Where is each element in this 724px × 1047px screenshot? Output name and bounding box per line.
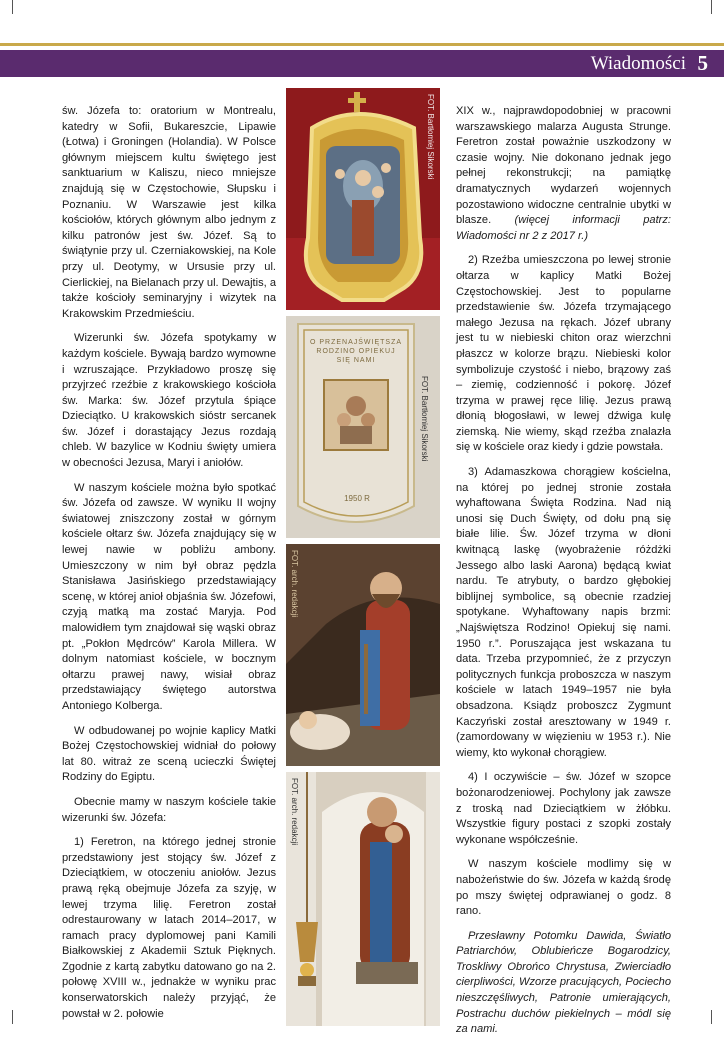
photo-credit: FOT. Bartłomiej Sikorski: [426, 94, 435, 180]
paragraph: W naszym kościele modlimy się w nabożeństwie do św. Józefa w każdą środę po mszy świętej odprawianej o godz. 8 rano.: [456, 858, 671, 918]
paragraph: 3) Adamaszkowa chorągiew kościelna, na której po jednej stronie została wyhaftowana Święta Rodzina. Nad nią unosi się Duch Święty, od dołu pną się białe lilie. Św. Józef trzyma w dłoni kwitnącą laskę (wyobrażenie różdżki Jessego albo laski Aarona) będącą kwiat nardu. Te atrybuty, o bardzo głębokiej biblijnej symbolice, są obecnie rzadziej spotykane. Wyhaftowany napis brzmi: „Najświętsza Rodzino! Opiekuj się nami. 1950 r.”. Poruszająca jest wskazana tu data. Trzeba przypomnieć, że z przyczyn politycznych funkcja proboszcza w naszym kościele w latach 1949–1957 nie była obsadzona. Ksiądz proboszcz Zygmunt Kaczyński został aresztowany w 1949 r. (zamordowany w więzieniu w 1953 r.). Nie wiemy, kto wykonał chorągiew.: [456, 466, 671, 759]
header-gold-rule: [0, 43, 724, 46]
reliquary-frame-photo: [286, 88, 440, 310]
photo-credit: FOT. arch. redakcji: [290, 550, 299, 618]
nativity-joseph-photo: [286, 544, 440, 766]
right-text-column: [456, 104, 671, 1047]
section-title: Wiadomości: [590, 53, 686, 74]
joseph-statue-photo: [286, 772, 440, 1026]
paragraph-text: XIX w., najprawdopodobniej w pracowni warszawskiego malarza Augusta Strunge. Feretron został poważnie uszkodzony w czasie wojny. Nie dokonano jednak jego pełnej rekonstrukcji; na pamiątkę dramatycznych wydarzeń wojennych pozostawiono widoczne centralnie ubytki w blasze.: [456, 105, 671, 227]
crop-mark-bottom-left: [12, 1010, 13, 1024]
banner-year: 1950 R: [344, 494, 370, 503]
photo-credit: FOT. arch. redakcji: [290, 778, 299, 846]
paragraph: 2) Rzeźba umieszczona po lewej stronie ołtarza w kaplicy Matki Bożej Częstochowskiej. Jest to popularne przedstawienie św. Józefa trzymającego małego Jezusa na rękach. Józef ubrany jest tu w niebieski chiton oraz wierzchni płaszcz w kolorze brązu. Niebieski kolor symbolizuje czystość i niebo, brązowy zaś – ziemię, codzienność i pokorę. Józef trzyma w prawej ręce lilię. Jezus prawą dłonią błogosławi, w lewej dźwiga kulę ziemską. Nie wiemy, skąd rzeźba znalazła się w kościele oraz kiedy i gdzie powstała.: [456, 254, 671, 454]
litany-paragraph: Przesławny Potomku Dawida, Światło Patriarchów, Oblubieńcze Bogarodzicy, Troskliwy Obrońco Chrystusa, Zwierciadło cierpliwości, Wzorze pracujących, Pociecho nieszczęśliwych, Patronie umierających, Postrachu duchów piekielnych – módl się za nami.: [456, 929, 671, 1036]
reference-note: (więcej informacji patrz: Wiadomości nr 2 z 2017 r.): [456, 214, 671, 242]
paragraph: W odbudowanej po wojnie kaplicy Matki Bożej Częstochowskiej widniał do połowy lat 80. witraż ze sceną ucieczki Świętej Rodziny do Egiptu.: [62, 724, 276, 784]
paragraph: W naszym kościele można było spotkać św. Józefa od zawsze. W wyniku II wojny światowej zniszczony został w górnym kościele ołtarz św. Józefa znajdujący się w lewej nawie w pobliżu ambony. Umieszczony w nim był obraz pędzla Stanisława Jasińskiego przedstawiający scenę, w której anioł objaśnia św. Józefowi, czyją matką ma zostać Maryja. Pod malowidłem tym znajdował się wąski obraz pt. „Pokłon Mędrców” Karola Millera. W dolnym natomiast kościele, w bocznym ołtarzu prawej nawy, wisiał obraz przedstawiający świętego autorstwa Antoniego Kolberga.: [62, 481, 276, 712]
crop-mark-bottom-right: [711, 1010, 712, 1024]
paragraph: 4) I oczywiście – św. Józef w szopce bożonarodzeniowej. Pochylony jak zawsze z troską nad Dzieciątkiem w żłóbku. Wszystkie figury postaci z szopki zostały wykonane współcześnie.: [456, 771, 671, 846]
crop-mark-top-left: [12, 0, 13, 14]
paragraph: św. Józefa to: oratorium w Montrealu, katedry w Sofii, Bukareszcie, Lipawie (Łotwa) i Groningen (Holandia). W Polsce głównym miejscem kultu świętego jest sanktuarium w Kaliszu, nieco mniejsze znajdują się w Częstochowie, Słupsku i Poznaniu. W Warszawie jest kilka kościołów, których głównym albo jednym z kilku patronów jest św. Józef. Są to świątynie przy ul. Czerniakowskiej, na Kole przy ul. Deotymy, w Ursusie przy ul. Cierlickiej, na Bielanach przy ul. Dewajtis, a także kościoły seminaryjny i wizytek na Krakowskim Przedmieściu.: [62, 105, 276, 320]
crop-mark-top-right: [711, 0, 712, 14]
header-bar: [0, 50, 724, 77]
paragraph: 1) Feretron, na którego jednej stronie przedstawiony jest stojący św. Józef z Dzieciątkiem, w otoczeniu aniołów. Jezus prawą ręką obejmuje Józefa za szyję, w lewej trzyma lilię. Feretron został odrestaurowany w latach 2014–2017, w ramach pracy dyplomowej pani Kamili Białkowskiej z Akademii Sztuk Pięknych. Zgodnie z kartą zabytku datowano go na 2. połowę XVIII w., jednakże w wyniku prac konserwatorskich należy przyjąć, że powstał w 2. połowie: [62, 836, 276, 1020]
banner-text: O PRZENAJŚWIĘTSZA RODZINO OPIEKUJ SIĘ NAMI: [309, 339, 403, 364]
banner-photo: [286, 316, 440, 538]
paragraph: Obecnie mamy w naszym kościele takie wizerunki św. Józefa:: [62, 795, 276, 824]
paragraph: Wizerunki św. Józefa spotykamy w każdym kościele. Bywają bardzo wymowne i wzruszające. Przykładowo proszę się przyjrzeć rzeźbie z krakowskiego kościoła św. Marka: św. Józef przytula śpiące Dzieciątko. U krakowskich sióstr sercanek św. Józef i dorastający Jezus rozdają chleb. W bazylice w Kodniu święty umiera w obecności Jezusa, Maryi i aniołów.: [62, 332, 276, 470]
left-text-column: [62, 104, 276, 1031]
photo-credit: FOT. Bartłomiej Sikorski: [420, 376, 429, 462]
paragraph: [456, 104, 671, 244]
page-number: 5: [697, 51, 708, 75]
